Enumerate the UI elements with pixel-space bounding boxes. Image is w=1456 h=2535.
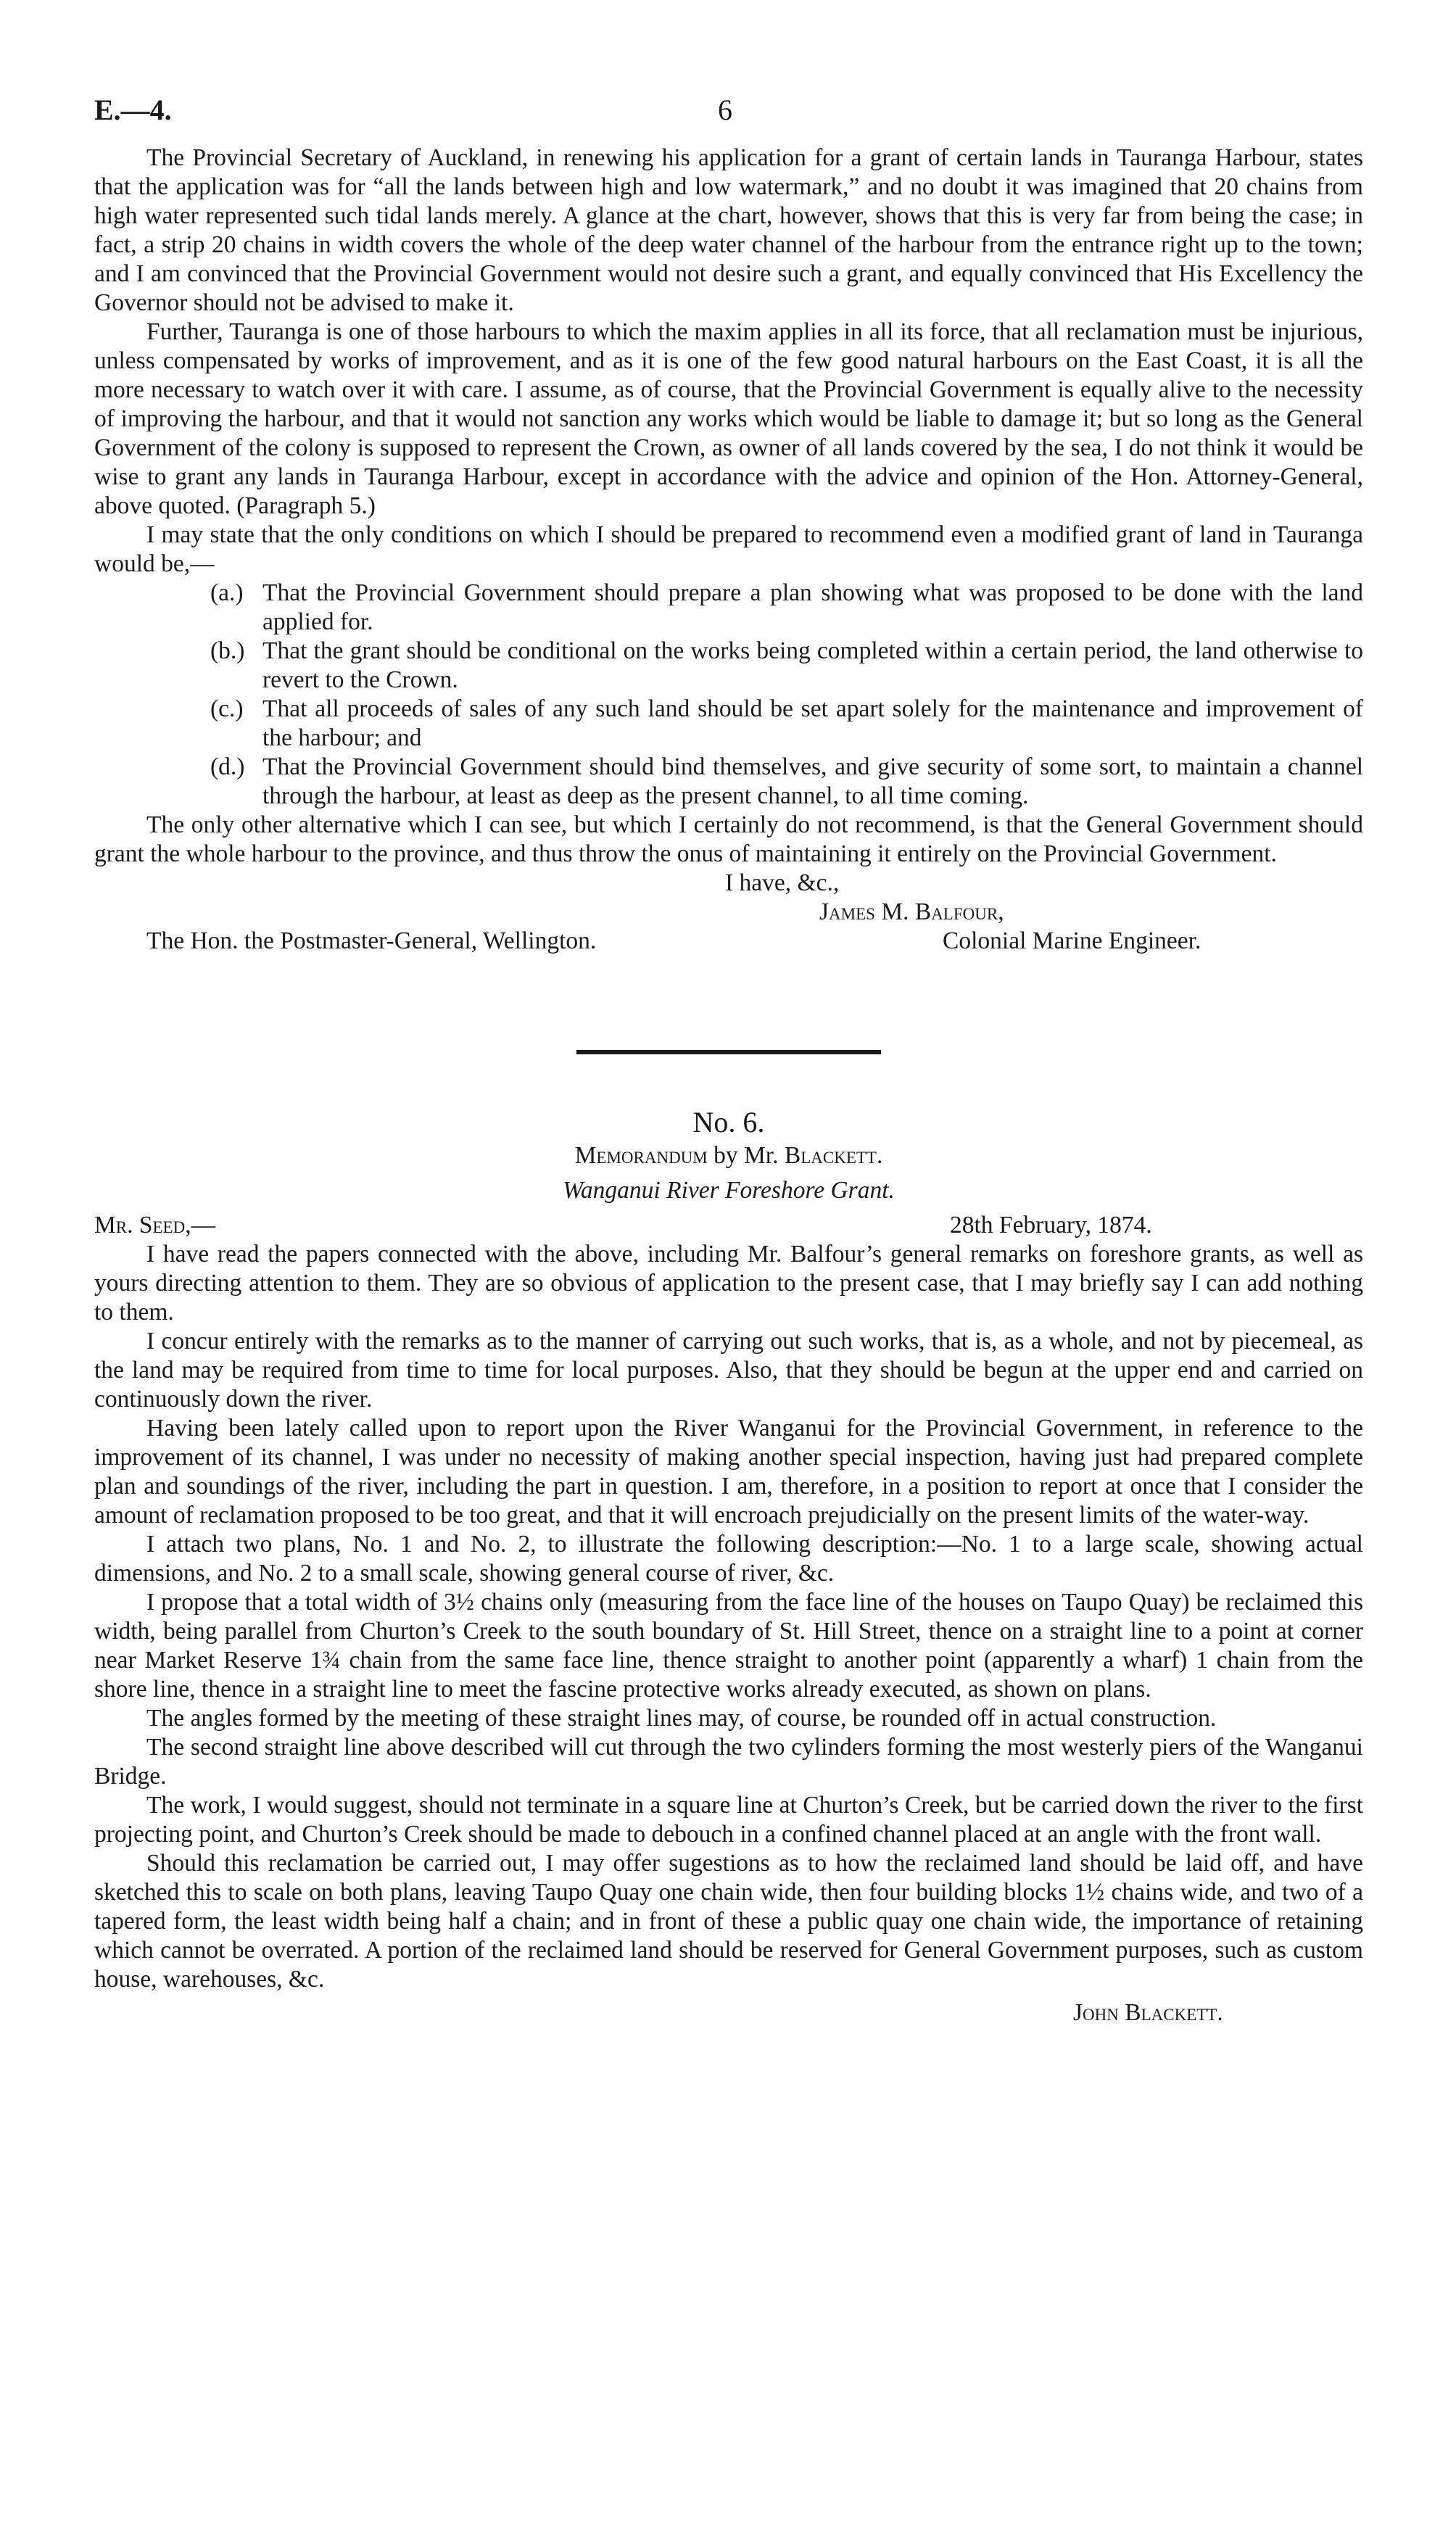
signatory-row — [94, 898, 1363, 927]
condition-label: (d.) — [210, 753, 245, 780]
memo-paragraph: The second straight line above described will cut through the two cylinders forming the most westerly piers of the Wanganui Bridge. — [94, 1734, 1363, 1790]
memo-title — [94, 1141, 1363, 1176]
condition-label: (b.) — [210, 637, 245, 664]
memo-title-by: by Mr. — [707, 1142, 785, 1169]
memo-paragraph: The work, I would suggest, should not terminate in a square line at Churton’s Creek, but be carried down the river to the first projecting point, and Churton’s Creek should be made to debouch in a confined channel placed at an angle with the front wall. — [94, 1792, 1363, 1848]
addressee: The Hon. the Postmaster-General, Wellington. — [146, 927, 597, 954]
balfour-letter — [94, 144, 1363, 579]
closing-block — [94, 811, 1363, 869]
memo-title-lead: Memorandum — [574, 1142, 708, 1169]
section-divider — [576, 1050, 881, 1054]
memo-paragraph: Should this reclamation be carried out, I may offer sugestions as to how the reclaimed land should be laid off, and have sketched this to scale on both plans, leaving Taupo Quay one chain wide, then four building blocks 1½ chains wide, and two of a tapered form, the least width being half a chain; and in front of these a public quay one chain wide, the importance of retaining which cannot be overrated. A portion of the reclaimed land should be reserved for General Government purposes, such as custom house, warehouses, &c. — [94, 1850, 1363, 1993]
condition-text: That the Provincial Government should prepare a plan showing what was proposed to be done with the land applied for. — [262, 579, 1363, 635]
salutation: Mr. Seed,— — [94, 1212, 216, 1238]
condition-label: (c.) — [210, 695, 244, 722]
page-header — [94, 93, 1363, 144]
document-page — [94, 93, 1363, 2027]
condition-item — [210, 637, 1363, 695]
memo-subtitle: Wanganui River Foreshore Grant. — [563, 1177, 895, 1204]
salutation-row — [94, 1211, 1363, 1240]
page-number: 6 — [718, 94, 732, 126]
memo-paragraph: I propose that a total width of 3½ chains only (measuring from the face line of the houses on Taupo Quay) be reclaimed this width, being parallel from Churton’s Creek to the south boundary of St. Hill Street, thence on a straight line to a point at corner near Market Reserve 1¾ chain from the same face line, thence straight to another point (apparently a wharf) 1 chain from the shore line, thence in a straight line to meet the fascine protective works already executed, as shown on plans. — [94, 1589, 1363, 1703]
condition-text: That the grant should be conditional on the works being completed within a certain period, the land otherwise to revert to the Crown. — [262, 637, 1363, 693]
condition-label: (a.) — [210, 579, 244, 606]
document-reference: E.—4. — [94, 94, 172, 126]
memo-paragraph: I concur entirely with the remarks as to the manner of carrying out such works, that is, as a whole, and not by piecemeal, as the land may be required from time to time for local purposes. Also, that they should be begun at the upper end and carried on continuously down the river. — [94, 1328, 1363, 1413]
section-number: No. 6. — [692, 1106, 765, 1138]
memo-signature: John Blackett. — [1073, 1999, 1223, 2026]
signatory-name: James M. Balfour, — [819, 898, 1004, 925]
memo-paragraph: I have read the papers connected with the above, including Mr. Balfour’s general remarks on foreshore grants, as well as yours directing attention to them. They are so obvious of application to the present case, that I may briefly say I can add nothing to them. — [94, 1241, 1363, 1326]
letter-paragraph: I may state that the only conditions on which I should be prepared to recommend even a modified grant of land in Tauranga would be,— — [94, 521, 1363, 577]
memo-paragraph: I attach two plans, No. 1 and No. 2, to illustrate the following description:—No. 1 to a large scale, showing actual dimensions, and No. 2 to a small scale, showing general course of river, &c. — [94, 1531, 1363, 1587]
sign-off: I have, &c., — [725, 869, 840, 896]
condition-text: That all proceeds of sales of any such land should be set apart solely for the maintenance and improvement of the harbour; and — [262, 695, 1363, 751]
condition-item — [210, 753, 1363, 811]
conditions-list — [210, 579, 1363, 811]
sign-off-row — [94, 869, 1363, 898]
memo-paragraph: The angles formed by the meeting of these straight lines may, of course, be rounded off in actual construction. — [146, 1705, 1217, 1732]
letter-paragraph: Further, Tauranga is one of those harbours to which the maxim applies in all its force, that all reclamation must be injurious, unless compensated by works of improvement, and as it is one of the few good natural harbours on the East Coast, it is all the more necessary to watch over it with care. I assume, as of course, that the Provincial Government is equally alive to the necessity of improving the harbour, and that it would not sanction any works which would be liable to damage it; but so long as the General Government of the colony is supposed to represent the Crown, as owner of all lands covered by the sea, I do not think it would be wise to grant any lands in Tauranga Harbour, except in accordance with the advice and opinion of the Hon. Attorney-General, above quoted. (Paragraph 5.) — [94, 318, 1363, 519]
condition-item — [210, 579, 1363, 637]
condition-text: That the Provincial Government should bind themselves, and give security of some sort, to maintain a channel through the harbour, at least as deep as the present channel, to all time coming. — [262, 753, 1363, 809]
memo-signature-row — [94, 1998, 1363, 2027]
memo-date: 28th February, 1874. — [950, 1212, 1152, 1238]
closing-paragraph: The only other alternative which I can see, but which I certainly do not recommend, is that the General Government should grant the whole harbour to the province, and thus throw the onus of maintaining it entirely on the Provincial Government. — [94, 811, 1363, 867]
condition-item — [210, 695, 1363, 753]
signatory-title: Colonial Marine Engineer. — [943, 927, 1201, 954]
memo-title-author: Blackett. — [784, 1142, 883, 1169]
blackett-memo — [94, 1240, 1363, 1994]
addressee-row — [94, 927, 1363, 956]
memo-paragraph: Having been lately called upon to report upon the River Wanganui for the Provincial Government, in reference to the improvement of its channel, I was under no necessity of making another special inspection, having just had prepared complete plan and soundings of the river, including the part in question. I am, therefore, in a position to report at once that I consider the amount of reclamation proposed to be too great, and that it will encroach prejudicially on the present limits of the water-way. — [94, 1415, 1363, 1529]
letter-paragraph: The Provincial Secretary of Auckland, in renewing his application for a grant of certain lands in Tauranga Harbour, states that the application was for “all the lands between high and low watermark,” and no doubt it was imagined that 20 chains from high water represented such tidal lands merely. A glance at the chart, however, shows that this is very far from being the case; in fact, a strip 20 chains in width covers the whole of the deep water channel of the harbour from the entrance right up to the town; and I am convinced that the Provincial Government would not desire such a grant, and equally convinced that His Excellency the Governor should not be advised to make it. — [94, 144, 1363, 316]
